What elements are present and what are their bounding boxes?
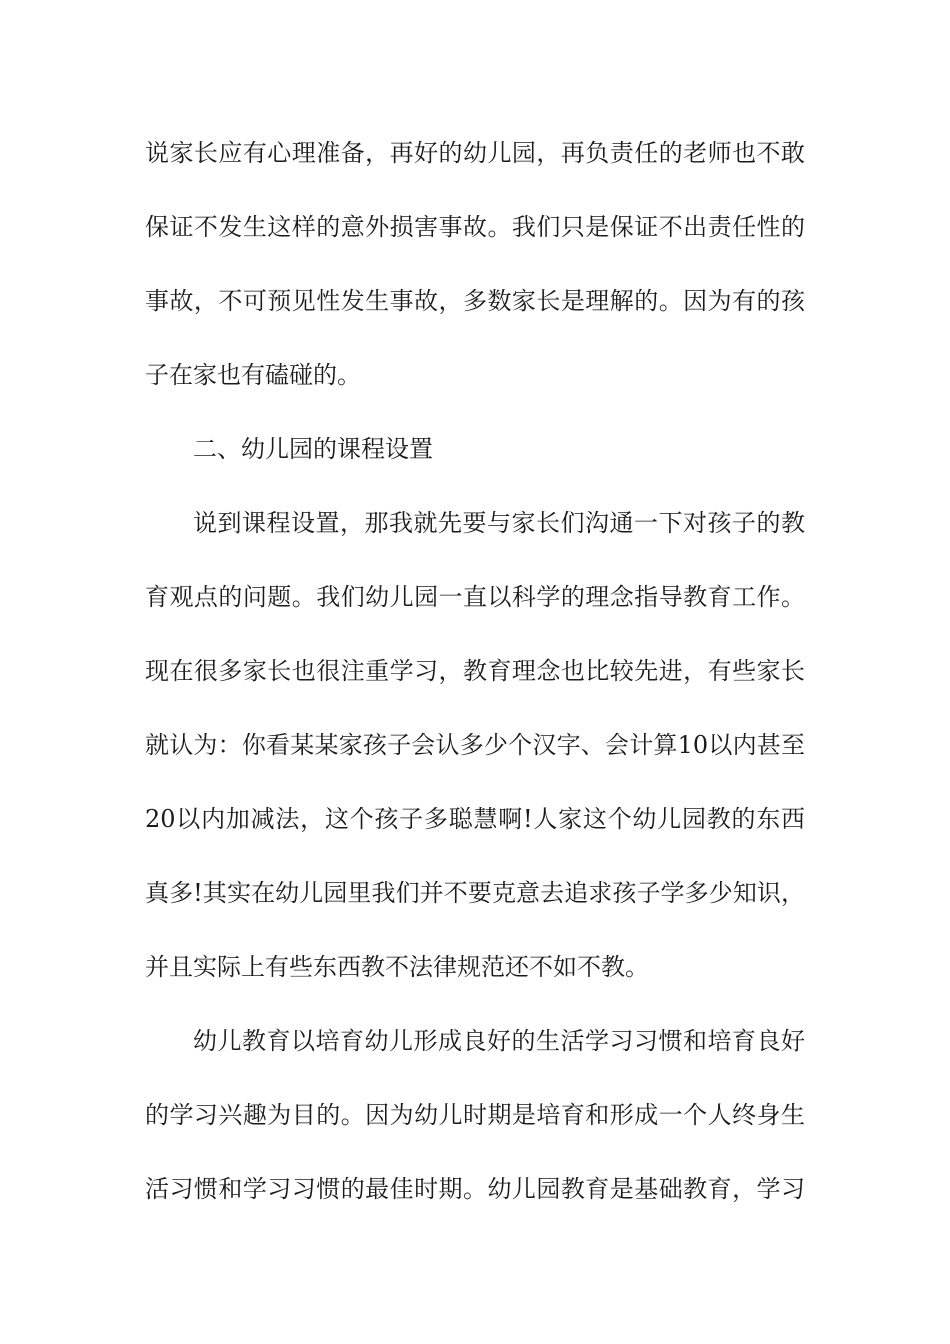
text-line-15: 活习惯和学习习惯的最佳时期。幼儿园教育是基础教育，学习: [145, 1175, 805, 1203]
text-line-7: 育观点的问题。我们幼儿园一直以科学的理念指导教育工作。: [145, 583, 805, 611]
section-heading: 二、幼儿园的课程设置: [193, 435, 433, 463]
text-line-13: 幼儿教育以培育幼儿形成良好的生活学习习惯和培育良好: [193, 1027, 805, 1055]
text-line-12: 并且实际上有些东西教不法律规范还不如不教。: [145, 953, 649, 981]
text-line-2: 保证不发生这样的意外损害事故。我们只是保证不出责任性的: [145, 213, 805, 241]
text-line-14: 的学习兴趣为目的。因为幼儿时期是培育和形成一个人终身生: [145, 1101, 805, 1129]
text-line-4: 子在家也有磕碰的。: [145, 361, 361, 389]
text-line-11: 真多!其实在幼儿园里我们并不要克意去追求孩子学多少知识，: [145, 879, 805, 907]
text-line-6: 说到课程设置，那我就先要与家长们沟通一下对孩子的教: [193, 509, 805, 537]
text-line-8: 现在很多家长也很注重学习，教育理念也比较先进，有些家长: [145, 657, 805, 685]
text-line-9: 就认为：你看某某家孩子会认多少个汉字、会计算10以内甚至: [145, 731, 805, 759]
text-line-10: 20以内加减法，这个孩子多聪慧啊!人家这个幼儿园教的东西: [145, 805, 805, 833]
text-line-3: 事故，不可预见性发生事故，多数家长是理解的。因为有的孩: [145, 287, 805, 315]
text-line-1: 说家长应有心理准备，再好的幼儿园，再负责任的老师也不敢: [145, 139, 805, 167]
